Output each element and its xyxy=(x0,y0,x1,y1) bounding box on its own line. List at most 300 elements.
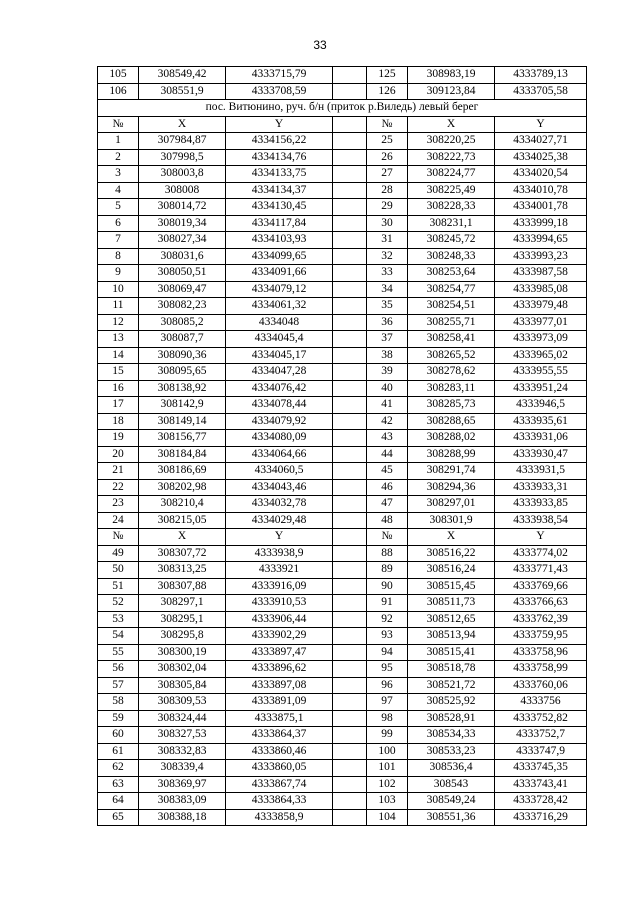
table-row xyxy=(98,694,587,711)
y-coordinate-cell: 4333747,9 xyxy=(495,743,587,760)
x-coordinate-cell: 308210,4 xyxy=(139,496,226,513)
point-number-cell: 61 xyxy=(98,743,139,760)
point-number-cell: 4 xyxy=(98,182,139,199)
table-row xyxy=(98,562,587,579)
x-coordinate-cell: 308231,1 xyxy=(408,215,495,232)
y-coordinate-cell: 4334043,46 xyxy=(226,479,333,496)
x-coordinate-cell: 308302,04 xyxy=(139,661,226,678)
point-number-cell: 9 xyxy=(98,265,139,282)
point-number-cell: 15 xyxy=(98,364,139,381)
x-coordinate-cell: 308516,22 xyxy=(408,545,495,562)
x-coordinate-cell: 308300,19 xyxy=(139,644,226,661)
y-coordinate-cell: 4333860,46 xyxy=(226,743,333,760)
column-gap xyxy=(333,430,367,447)
point-number-cell: 2 xyxy=(98,149,139,166)
point-number-cell: 36 xyxy=(367,314,408,331)
y-coordinate-cell: 4333867,74 xyxy=(226,776,333,793)
y-coordinate-cell: 4334020,54 xyxy=(495,166,587,183)
y-coordinate-cell: 4333931,06 xyxy=(495,430,587,447)
x-coordinate-cell: 308027,34 xyxy=(139,232,226,249)
x-coordinate-cell: 308090,36 xyxy=(139,347,226,364)
y-coordinate-cell: 4333897,47 xyxy=(226,644,333,661)
y-coordinate-cell: 4333860,05 xyxy=(226,760,333,777)
y-coordinate-cell: 4334079,12 xyxy=(226,281,333,298)
column-gap xyxy=(333,215,367,232)
y-coordinate-cell: 4333938,54 xyxy=(495,512,587,529)
table-row xyxy=(98,793,587,810)
y-coordinate-cell: 4334061,32 xyxy=(226,298,333,315)
point-number-cell: 40 xyxy=(367,380,408,397)
x-coordinate-cell: 308095,65 xyxy=(139,364,226,381)
point-number-cell: 97 xyxy=(367,694,408,711)
y-coordinate-cell: 4333902,29 xyxy=(226,628,333,645)
y-coordinate-cell: 4333979,48 xyxy=(495,298,587,315)
x-coordinate-cell: 308285,73 xyxy=(408,397,495,414)
point-number-cell: 47 xyxy=(367,496,408,513)
x-coordinate-cell: 308515,41 xyxy=(408,644,495,661)
point-number-cell: 29 xyxy=(367,199,408,216)
point-number-cell: 12 xyxy=(98,314,139,331)
y-coordinate-cell: 4333906,44 xyxy=(226,611,333,628)
y-coordinate-cell: 4333935,61 xyxy=(495,413,587,430)
x-coordinate-cell: 308339,4 xyxy=(139,760,226,777)
x-coordinate-cell: 308297,01 xyxy=(408,496,495,513)
column-gap xyxy=(333,67,367,84)
y-coordinate-cell: 4333758,99 xyxy=(495,661,587,678)
table-row xyxy=(98,182,587,199)
column-header-cell: X xyxy=(408,529,495,546)
table-row xyxy=(98,380,587,397)
y-coordinate-cell: 4333756 xyxy=(495,694,587,711)
column-gap xyxy=(333,413,367,430)
x-coordinate-cell: 308258,41 xyxy=(408,331,495,348)
column-gap xyxy=(333,793,367,810)
y-coordinate-cell: 4333743,41 xyxy=(495,776,587,793)
x-coordinate-cell: 308536,4 xyxy=(408,760,495,777)
x-coordinate-cell: 308309,53 xyxy=(139,694,226,711)
x-coordinate-cell: 308222,73 xyxy=(408,149,495,166)
column-gap xyxy=(333,397,367,414)
point-number-cell: 42 xyxy=(367,413,408,430)
x-coordinate-cell: 308549,42 xyxy=(139,67,226,84)
x-coordinate-cell: 308551,36 xyxy=(408,809,495,826)
point-number-cell: 8 xyxy=(98,248,139,265)
column-gap xyxy=(333,595,367,612)
point-number-cell: 103 xyxy=(367,793,408,810)
point-number-cell: 20 xyxy=(98,446,139,463)
x-coordinate-cell: 308297,1 xyxy=(139,595,226,612)
point-number-cell: 19 xyxy=(98,430,139,447)
column-gap xyxy=(333,232,367,249)
y-coordinate-cell: 4333965,02 xyxy=(495,347,587,364)
section-title-row xyxy=(98,100,587,117)
coordinates-table-body xyxy=(98,67,587,826)
x-coordinate-cell: 308549,24 xyxy=(408,793,495,810)
column-gap xyxy=(333,281,367,298)
column-gap xyxy=(333,133,367,150)
point-number-cell: 92 xyxy=(367,611,408,628)
table-row xyxy=(98,133,587,150)
y-coordinate-cell: 4333769,66 xyxy=(495,578,587,595)
y-coordinate-cell: 4333916,09 xyxy=(226,578,333,595)
x-coordinate-cell: 308050,51 xyxy=(139,265,226,282)
point-number-cell: 54 xyxy=(98,628,139,645)
coordinates-table xyxy=(97,66,587,826)
column-gap xyxy=(333,463,367,480)
column-gap xyxy=(333,199,367,216)
x-coordinate-cell: 308305,84 xyxy=(139,677,226,694)
table-row xyxy=(98,611,587,628)
x-coordinate-cell: 308142,9 xyxy=(139,397,226,414)
table-row xyxy=(98,298,587,315)
y-coordinate-cell: 4333987,58 xyxy=(495,265,587,282)
table-row xyxy=(98,215,587,232)
y-coordinate-cell: 4333715,79 xyxy=(226,67,333,84)
column-gap xyxy=(333,298,367,315)
x-coordinate-cell: 308534,33 xyxy=(408,727,495,744)
x-coordinate-cell: 308254,77 xyxy=(408,281,495,298)
y-coordinate-cell: 4334010,78 xyxy=(495,182,587,199)
point-number-cell: 39 xyxy=(367,364,408,381)
y-coordinate-cell: 4333933,31 xyxy=(495,479,587,496)
point-number-cell: 49 xyxy=(98,545,139,562)
table-row xyxy=(98,199,587,216)
column-header-cell: Y xyxy=(226,529,333,546)
point-number-cell: 46 xyxy=(367,479,408,496)
table-header-row xyxy=(98,529,587,546)
point-number-cell: 125 xyxy=(367,67,408,84)
column-gap xyxy=(333,661,367,678)
x-coordinate-cell: 308301,9 xyxy=(408,512,495,529)
column-gap xyxy=(333,182,367,199)
point-number-cell: 91 xyxy=(367,595,408,612)
x-coordinate-cell: 308288,65 xyxy=(408,413,495,430)
y-coordinate-cell: 4333708,59 xyxy=(226,83,333,100)
y-coordinate-cell: 4334134,37 xyxy=(226,182,333,199)
x-coordinate-cell: 308202,98 xyxy=(139,479,226,496)
point-number-cell: 5 xyxy=(98,199,139,216)
y-coordinate-cell: 4333973,09 xyxy=(495,331,587,348)
point-number-cell: 17 xyxy=(98,397,139,414)
x-coordinate-cell: 308156,77 xyxy=(139,430,226,447)
x-coordinate-cell: 308224,77 xyxy=(408,166,495,183)
point-number-cell: 1 xyxy=(98,133,139,150)
table-row xyxy=(98,364,587,381)
point-number-cell: 99 xyxy=(367,727,408,744)
point-number-cell: 90 xyxy=(367,578,408,595)
x-coordinate-cell: 308528,91 xyxy=(408,710,495,727)
column-gap xyxy=(333,347,367,364)
y-coordinate-cell: 4334117,84 xyxy=(226,215,333,232)
y-coordinate-cell: 4333762,39 xyxy=(495,611,587,628)
column-gap xyxy=(333,611,367,628)
point-number-cell: 31 xyxy=(367,232,408,249)
x-coordinate-cell: 308307,72 xyxy=(139,545,226,562)
table-row xyxy=(98,265,587,282)
x-coordinate-cell: 308149,14 xyxy=(139,413,226,430)
x-coordinate-cell: 308551,9 xyxy=(139,83,226,100)
y-coordinate-cell: 4333910,53 xyxy=(226,595,333,612)
y-coordinate-cell: 4333931,5 xyxy=(495,463,587,480)
x-coordinate-cell: 308255,71 xyxy=(408,314,495,331)
y-coordinate-cell: 4333758,96 xyxy=(495,644,587,661)
table-row xyxy=(98,149,587,166)
x-coordinate-cell: 308516,24 xyxy=(408,562,495,579)
point-number-cell: 14 xyxy=(98,347,139,364)
x-coordinate-cell: 308369,97 xyxy=(139,776,226,793)
column-gap xyxy=(333,248,367,265)
point-number-cell: 102 xyxy=(367,776,408,793)
x-coordinate-cell: 308138,92 xyxy=(139,380,226,397)
point-number-cell: 93 xyxy=(367,628,408,645)
y-coordinate-cell: 4333771,43 xyxy=(495,562,587,579)
column-header-cell: X xyxy=(139,529,226,546)
point-number-cell: 101 xyxy=(367,760,408,777)
point-number-cell: 41 xyxy=(367,397,408,414)
point-number-cell: 95 xyxy=(367,661,408,678)
y-coordinate-cell: 4333930,47 xyxy=(495,446,587,463)
y-coordinate-cell: 4334133,75 xyxy=(226,166,333,183)
y-coordinate-cell: 4334029,48 xyxy=(226,512,333,529)
point-number-cell: 34 xyxy=(367,281,408,298)
y-coordinate-cell: 4334064,66 xyxy=(226,446,333,463)
y-coordinate-cell: 4333864,37 xyxy=(226,727,333,744)
x-coordinate-cell: 308245,72 xyxy=(408,232,495,249)
table-row xyxy=(98,545,587,562)
x-coordinate-cell: 308295,8 xyxy=(139,628,226,645)
table-row xyxy=(98,166,587,183)
point-number-cell: 16 xyxy=(98,380,139,397)
y-coordinate-cell: 4333760,06 xyxy=(495,677,587,694)
point-number-cell: 23 xyxy=(98,496,139,513)
point-number-cell: 57 xyxy=(98,677,139,694)
y-coordinate-cell: 4333897,08 xyxy=(226,677,333,694)
x-coordinate-cell: 308186,69 xyxy=(139,463,226,480)
column-header-cell: № xyxy=(367,529,408,546)
table-row xyxy=(98,446,587,463)
point-number-cell: 10 xyxy=(98,281,139,298)
point-number-cell: 21 xyxy=(98,463,139,480)
table-row xyxy=(98,314,587,331)
x-coordinate-cell: 308307,88 xyxy=(139,578,226,595)
y-coordinate-cell: 4333716,29 xyxy=(495,809,587,826)
y-coordinate-cell: 4334048 xyxy=(226,314,333,331)
point-number-cell: 62 xyxy=(98,760,139,777)
table-row xyxy=(98,628,587,645)
x-coordinate-cell: 308324,44 xyxy=(139,710,226,727)
point-number-cell: 33 xyxy=(367,265,408,282)
table-row xyxy=(98,248,587,265)
table-row xyxy=(98,331,587,348)
column-gap xyxy=(333,265,367,282)
y-coordinate-cell: 4333933,85 xyxy=(495,496,587,513)
column-gap xyxy=(333,446,367,463)
x-coordinate-cell: 308291,74 xyxy=(408,463,495,480)
x-coordinate-cell: 308225,49 xyxy=(408,182,495,199)
column-gap xyxy=(333,512,367,529)
column-gap xyxy=(333,694,367,711)
y-coordinate-cell: 4333896,62 xyxy=(226,661,333,678)
table-row xyxy=(98,496,587,513)
y-coordinate-cell: 4333752,82 xyxy=(495,710,587,727)
point-number-cell: 105 xyxy=(98,67,139,84)
x-coordinate-cell: 308228,33 xyxy=(408,199,495,216)
y-coordinate-cell: 4333745,35 xyxy=(495,760,587,777)
column-gap xyxy=(333,743,367,760)
table-row xyxy=(98,232,587,249)
column-gap xyxy=(333,562,367,579)
point-number-cell: 48 xyxy=(367,512,408,529)
point-number-cell: 64 xyxy=(98,793,139,810)
point-number-cell: 25 xyxy=(367,133,408,150)
point-number-cell: 7 xyxy=(98,232,139,249)
y-coordinate-cell: 4334060,5 xyxy=(226,463,333,480)
table-row xyxy=(98,710,587,727)
y-coordinate-cell: 4333774,02 xyxy=(495,545,587,562)
y-coordinate-cell: 4334080,09 xyxy=(226,430,333,447)
point-number-cell: 51 xyxy=(98,578,139,595)
y-coordinate-cell: 4333985,08 xyxy=(495,281,587,298)
x-coordinate-cell: 308087,7 xyxy=(139,331,226,348)
point-number-cell: 59 xyxy=(98,710,139,727)
x-coordinate-cell: 308525,92 xyxy=(408,694,495,711)
table-row xyxy=(98,67,587,84)
point-number-cell: 27 xyxy=(367,166,408,183)
x-coordinate-cell: 308283,11 xyxy=(408,380,495,397)
point-number-cell: 6 xyxy=(98,215,139,232)
table-row xyxy=(98,512,587,529)
column-gap xyxy=(333,727,367,744)
x-coordinate-cell: 308388,18 xyxy=(139,809,226,826)
point-number-cell: 24 xyxy=(98,512,139,529)
column-gap xyxy=(333,364,367,381)
column-gap xyxy=(333,809,367,826)
y-coordinate-cell: 4334099,65 xyxy=(226,248,333,265)
y-coordinate-cell: 4333759,95 xyxy=(495,628,587,645)
point-number-cell: 60 xyxy=(98,727,139,744)
point-number-cell: 126 xyxy=(367,83,408,100)
y-coordinate-cell: 4333875,1 xyxy=(226,710,333,727)
section-title: пос. Витюнино, руч. б/н (приток р.Виледь) левый берег xyxy=(98,100,587,117)
point-number-cell: 89 xyxy=(367,562,408,579)
table-row xyxy=(98,397,587,414)
y-coordinate-cell: 4333921 xyxy=(226,562,333,579)
point-number-cell: 43 xyxy=(367,430,408,447)
point-number-cell: 104 xyxy=(367,809,408,826)
x-coordinate-cell: 308254,51 xyxy=(408,298,495,315)
y-coordinate-cell: 4334103,93 xyxy=(226,232,333,249)
column-header-cell: № xyxy=(367,116,408,133)
column-header-cell: № xyxy=(98,529,139,546)
x-coordinate-cell: 308515,45 xyxy=(408,578,495,595)
column-gap xyxy=(333,314,367,331)
table-row xyxy=(98,644,587,661)
point-number-cell: 26 xyxy=(367,149,408,166)
x-coordinate-cell: 308518,78 xyxy=(408,661,495,678)
x-coordinate-cell: 308313,25 xyxy=(139,562,226,579)
y-coordinate-cell: 4334078,44 xyxy=(226,397,333,414)
y-coordinate-cell: 4333789,13 xyxy=(495,67,587,84)
column-gap xyxy=(333,677,367,694)
y-coordinate-cell: 4333993,23 xyxy=(495,248,587,265)
column-gap xyxy=(333,116,367,133)
column-gap xyxy=(333,479,367,496)
x-coordinate-cell: 309123,84 xyxy=(408,83,495,100)
y-coordinate-cell: 4333977,01 xyxy=(495,314,587,331)
table-row xyxy=(98,413,587,430)
column-header-cell: Y xyxy=(226,116,333,133)
table-row xyxy=(98,479,587,496)
x-coordinate-cell: 308543 xyxy=(408,776,495,793)
column-gap xyxy=(333,496,367,513)
point-number-cell: 30 xyxy=(367,215,408,232)
point-number-cell: 13 xyxy=(98,331,139,348)
y-coordinate-cell: 4333946,5 xyxy=(495,397,587,414)
y-coordinate-cell: 4333994,65 xyxy=(495,232,587,249)
point-number-cell: 98 xyxy=(367,710,408,727)
x-coordinate-cell: 308521,72 xyxy=(408,677,495,694)
point-number-cell: 28 xyxy=(367,182,408,199)
table-row xyxy=(98,595,587,612)
point-number-cell: 22 xyxy=(98,479,139,496)
y-coordinate-cell: 4334134,76 xyxy=(226,149,333,166)
point-number-cell: 106 xyxy=(98,83,139,100)
point-number-cell: 18 xyxy=(98,413,139,430)
y-coordinate-cell: 4333728,42 xyxy=(495,793,587,810)
x-coordinate-cell: 308220,25 xyxy=(408,133,495,150)
x-coordinate-cell: 308215,05 xyxy=(139,512,226,529)
point-number-cell: 56 xyxy=(98,661,139,678)
page-number: 33 xyxy=(313,38,327,52)
column-gap xyxy=(333,578,367,595)
table-row xyxy=(98,727,587,744)
column-gap xyxy=(333,760,367,777)
table-row xyxy=(98,677,587,694)
y-coordinate-cell: 4334091,66 xyxy=(226,265,333,282)
y-coordinate-cell: 4334032,78 xyxy=(226,496,333,513)
y-coordinate-cell: 4333858,9 xyxy=(226,809,333,826)
point-number-cell: 96 xyxy=(367,677,408,694)
y-coordinate-cell: 4333955,55 xyxy=(495,364,587,381)
column-header-cell: X xyxy=(139,116,226,133)
x-coordinate-cell: 308288,02 xyxy=(408,430,495,447)
x-coordinate-cell: 308003,8 xyxy=(139,166,226,183)
point-number-cell: 11 xyxy=(98,298,139,315)
point-number-cell: 55 xyxy=(98,644,139,661)
x-coordinate-cell: 308082,23 xyxy=(139,298,226,315)
column-header-cell: X xyxy=(408,116,495,133)
x-coordinate-cell: 308008 xyxy=(139,182,226,199)
x-coordinate-cell: 308014,72 xyxy=(139,199,226,216)
column-gap xyxy=(333,149,367,166)
y-coordinate-cell: 4334025,38 xyxy=(495,149,587,166)
x-coordinate-cell: 308327,53 xyxy=(139,727,226,744)
point-number-cell: 50 xyxy=(98,562,139,579)
x-coordinate-cell: 308533,23 xyxy=(408,743,495,760)
column-gap xyxy=(333,545,367,562)
y-coordinate-cell: 4333891,09 xyxy=(226,694,333,711)
y-coordinate-cell: 4334045,17 xyxy=(226,347,333,364)
y-coordinate-cell: 4334045,4 xyxy=(226,331,333,348)
y-coordinate-cell: 4334156,22 xyxy=(226,133,333,150)
y-coordinate-cell: 4334001,78 xyxy=(495,199,587,216)
x-coordinate-cell: 308069,47 xyxy=(139,281,226,298)
table-header-row xyxy=(98,116,587,133)
table-row xyxy=(98,760,587,777)
table-row xyxy=(98,83,587,100)
y-coordinate-cell: 4334047,28 xyxy=(226,364,333,381)
x-coordinate-cell: 308184,84 xyxy=(139,446,226,463)
